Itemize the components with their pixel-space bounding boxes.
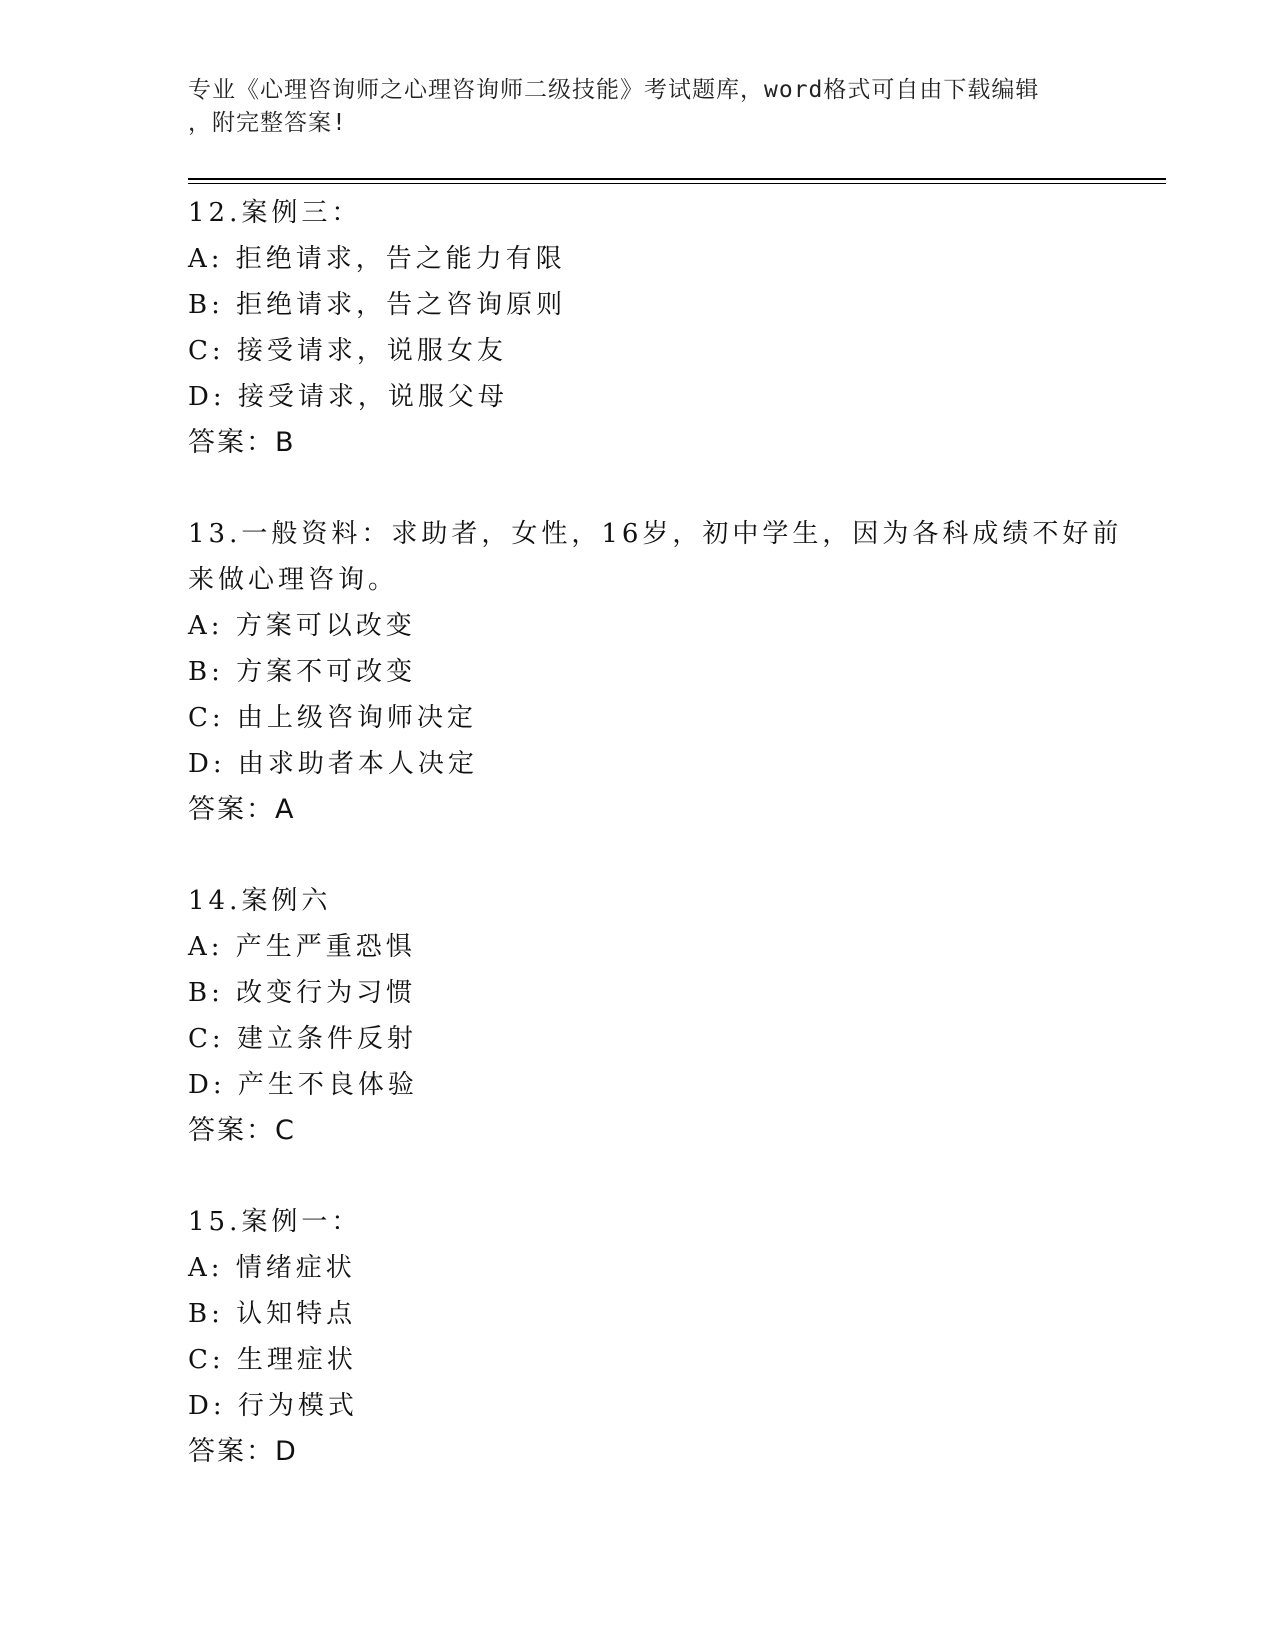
header-divider-thick (188, 178, 1166, 180)
header-divider-thin (188, 183, 1166, 184)
option-a: A: 方案可以改变 (188, 611, 416, 641)
question-15 (188, 1199, 1108, 1475)
option-a: A: 产生严重恐惧 (188, 932, 416, 962)
answer-label: 答案：B (188, 427, 296, 458)
option-b: B: 方案不可改变 (188, 657, 417, 687)
option-c: C: 建立条件反射 (188, 1024, 417, 1054)
header-line-1: 专业《心理咨询师之心理咨询师二级技能》考试题库，word格式可自由下载编辑 (188, 77, 1040, 103)
answer-label: 答案：A (188, 794, 296, 825)
question-stem: 14.案例六 (188, 886, 332, 916)
question-list (188, 190, 1123, 1520)
option-d: D: 接受请求，说服父母 (188, 382, 508, 412)
option-d: D: 行为模式 (188, 1391, 358, 1421)
answer-label: 答案：D (188, 1436, 298, 1467)
option-d: D: 由求助者本人决定 (188, 749, 478, 779)
option-d: D: 产生不良体验 (188, 1070, 418, 1100)
document-header (188, 74, 1088, 140)
question-14 (188, 878, 1108, 1154)
question-stem-line-2: 来做心理咨询。 (188, 565, 399, 595)
question-stem-line-1: 13.一般资料：求助者，女性，16岁，初中学生，因为各科成绩不好前 (188, 519, 1123, 549)
option-a: A: 情绪症状 (188, 1253, 356, 1283)
question-12 (188, 190, 1108, 466)
option-b: B: 改变行为习惯 (188, 978, 417, 1008)
option-c: C: 由上级咨询师决定 (188, 703, 477, 733)
option-c: C: 接受请求，说服女友 (188, 336, 507, 366)
option-b: B: 拒绝请求，告之咨询原则 (188, 290, 567, 320)
option-c: C: 生理症状 (188, 1345, 357, 1375)
question-stem: 12.案例三： (188, 198, 362, 228)
header-line-2: ，附完整答案! (188, 110, 347, 136)
question-13 (188, 511, 1123, 833)
question-stem: 15.案例一： (188, 1207, 362, 1237)
answer-label: 答案：C (188, 1115, 296, 1146)
option-b: B: 认知特点 (188, 1299, 357, 1329)
option-a: A: 拒绝请求，告之能力有限 (188, 244, 566, 274)
